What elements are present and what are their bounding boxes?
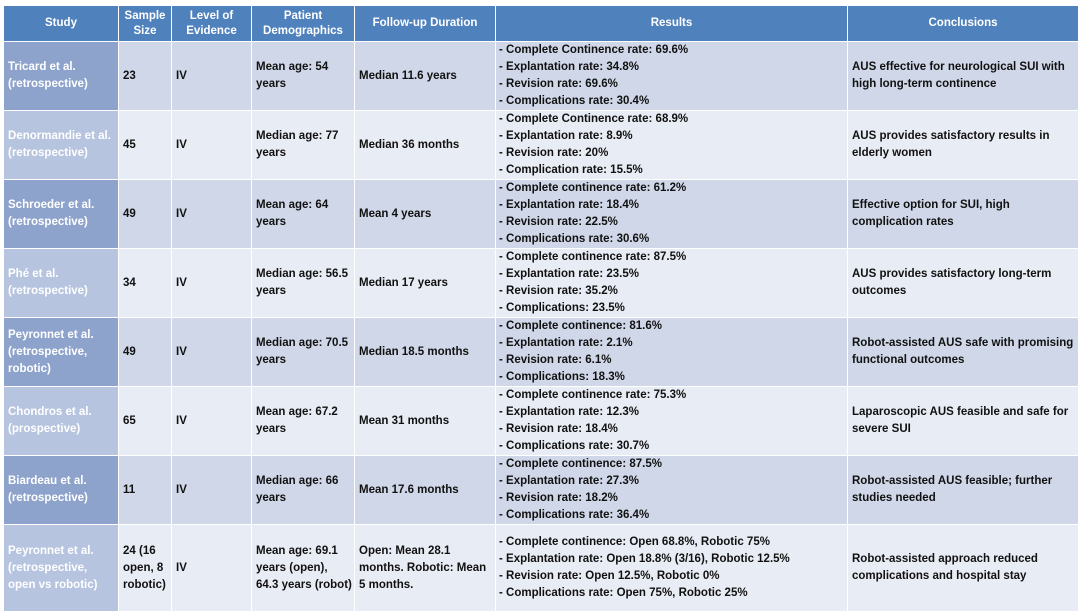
sample-size-cell: 23 — [119, 42, 172, 111]
patient-demographics-cell: Median age: 56.5 years — [252, 249, 355, 318]
patient-demographics-cell: Mean age: 54 years — [252, 42, 355, 111]
conclusions-cell: Effective option for SUI, high complication rates — [848, 180, 1079, 249]
sample-size-cell: 65 — [119, 387, 172, 456]
conclusions-cell: AUS provides satisfactory results in elderly women — [848, 111, 1079, 180]
header-level-of-evidence: Level of Evidence — [172, 6, 252, 42]
result-line: - Revision rate: Open 12.5%, Robotic 0% — [499, 570, 720, 582]
follow-up-duration-cell: Mean 31 months — [355, 387, 496, 456]
result-line: - Revision rate: 20% — [499, 147, 609, 159]
header-study: Study — [4, 6, 119, 42]
follow-up-duration-cell: Median 11.6 years — [355, 42, 496, 111]
conclusions-cell: AUS effective for neurological SUI with high long-term continence — [848, 42, 1079, 111]
follow-up-duration-cell: Open: Mean 28.1 months. Robotic: Mean 5 months. — [355, 525, 496, 612]
result-line: - Complications rate: 36.4% — [499, 509, 650, 521]
follow-up-duration-cell: Mean 4 years — [355, 180, 496, 249]
follow-up-duration-cell: Median 18.5 months — [355, 318, 496, 387]
patient-demographics-cell: Mean age: 67.2 years — [252, 387, 355, 456]
sample-size-cell: 49 — [119, 318, 172, 387]
table-row — [4, 111, 1079, 180]
result-line: - Complications rate: 30.4% — [499, 95, 650, 107]
result-line: - Explantation rate: 8.9% — [499, 130, 633, 142]
result-line: - Complication rate: 15.5% — [499, 164, 643, 176]
study-cell: Denormandie et al. (retrospective) — [4, 111, 119, 180]
result-line: - Complete continence rate: 87.5% — [499, 251, 687, 263]
table-row — [4, 42, 1079, 111]
result-line: - Revision rate: 69.6% — [499, 78, 618, 90]
header-results: Results — [496, 6, 848, 42]
result-line: - Complete continence rate: 61.2% — [499, 182, 687, 194]
table-row — [4, 387, 1079, 456]
result-line: - Complications rate: 30.6% — [499, 233, 650, 245]
table-row — [4, 525, 1079, 612]
header-sample-size: Sample Size — [119, 6, 172, 42]
sample-size-cell: 49 — [119, 180, 172, 249]
header-row — [4, 6, 1079, 42]
result-line: - Complications: 23.5% — [499, 302, 625, 314]
study-cell: Tricard et al. (retrospective) — [4, 42, 119, 111]
table-row — [4, 249, 1079, 318]
patient-demographics-cell: Median age: 70.5 years — [252, 318, 355, 387]
patient-demographics-cell: Mean age: 69.1 years (open), 64.3 years (robot) — [252, 525, 355, 612]
results-cell — [496, 456, 848, 525]
table-row — [4, 318, 1079, 387]
study-cell: Peyronnet et al. (retrospective, open vs robotic) — [4, 525, 119, 612]
header-conclusions: Conclusions — [848, 6, 1079, 42]
level-of-evidence-cell: IV — [172, 42, 252, 111]
sample-size-cell: 11 — [119, 456, 172, 525]
sample-size-cell: 45 — [119, 111, 172, 180]
level-of-evidence-cell: IV — [172, 249, 252, 318]
level-of-evidence-cell: IV — [172, 318, 252, 387]
level-of-evidence-cell: IV — [172, 456, 252, 525]
results-cell — [496, 42, 848, 111]
study-cell: Chondros et al. (prospective) — [4, 387, 119, 456]
conclusions-cell: Robot-assisted AUS safe with promising functional outcomes — [848, 318, 1079, 387]
result-line: - Revision rate: 22.5% — [499, 216, 618, 228]
study-cell: Biardeau et al. (retrospective) — [4, 456, 119, 525]
follow-up-duration-cell: Median 17 years — [355, 249, 496, 318]
result-line: - Explantation rate: 18.4% — [499, 199, 639, 211]
results-cell — [496, 180, 848, 249]
result-line: - Complete continence: 81.6% — [499, 320, 662, 332]
follow-up-duration-cell: Mean 17.6 months — [355, 456, 496, 525]
patient-demographics-cell: Median age: 77 years — [252, 111, 355, 180]
follow-up-duration-cell: Median 36 months — [355, 111, 496, 180]
level-of-evidence-cell: IV — [172, 525, 252, 612]
result-line: - Revision rate: 6.1% — [499, 354, 612, 366]
sample-size-cell: 24 (16 open, 8 robotic) — [119, 525, 172, 612]
results-cell — [496, 318, 848, 387]
result-line: - Revision rate: 18.4% — [499, 423, 618, 435]
result-line: - Explantation rate: 34.8% — [499, 61, 639, 73]
study-cell: Peyronnet et al. (retrospective, robotic) — [4, 318, 119, 387]
conclusions-cell: Robot-assisted approach reduced complications and hospital stay — [848, 525, 1079, 612]
result-line: - Explantation rate: 12.3% — [499, 406, 639, 418]
level-of-evidence-cell: IV — [172, 111, 252, 180]
result-line: - Complications rate: 30.7% — [499, 440, 650, 452]
results-cell — [496, 387, 848, 456]
result-line: - Complications rate: Open 75%, Robotic 25% — [499, 587, 748, 599]
sample-size-cell: 34 — [119, 249, 172, 318]
patient-demographics-cell: Mean age: 64 years — [252, 180, 355, 249]
result-line: - Complete continence rate: 75.3% — [499, 389, 687, 401]
result-line: - Complete continence: 87.5% — [499, 458, 662, 470]
header-follow-up-duration: Follow-up Duration — [355, 6, 496, 42]
result-line: - Complete Continence rate: 68.9% — [499, 113, 689, 125]
result-line: - Complications: 18.3% — [499, 371, 625, 383]
conclusions-cell: Laparoscopic AUS feasible and safe for severe SUI — [848, 387, 1079, 456]
result-line: - Complete continence: Open 68.8%, Robotic 75% — [499, 536, 770, 548]
conclusions-cell: AUS provides satisfactory long-term outcomes — [848, 249, 1079, 318]
result-line: - Explantation rate: 27.3% — [499, 475, 639, 487]
conclusions-cell: Robot-assisted AUS feasible; further studies needed — [848, 456, 1079, 525]
results-cell — [496, 111, 848, 180]
result-line: - Complete Continence rate: 69.6% — [499, 44, 689, 56]
patient-demographics-cell: Median age: 66 years — [252, 456, 355, 525]
table-row — [4, 456, 1079, 525]
result-line: - Revision rate: 35.2% — [499, 285, 618, 297]
result-line: - Revision rate: 18.2% — [499, 492, 618, 504]
studies-table — [3, 5, 1079, 612]
header-patient-demographics: Patient Demographics — [252, 6, 355, 42]
table-row — [4, 180, 1079, 249]
result-line: - Explantation rate: Open 18.8% (3/16), Robotic 12.5% — [499, 553, 790, 565]
study-cell: Phé et al. (retrospective) — [4, 249, 119, 318]
result-line: - Explantation rate: 23.5% — [499, 268, 639, 280]
results-cell — [496, 249, 848, 318]
level-of-evidence-cell: IV — [172, 387, 252, 456]
study-cell: Schroeder et al. (retrospective) — [4, 180, 119, 249]
results-cell — [496, 525, 848, 612]
result-line: - Explantation rate: 2.1% — [499, 337, 633, 349]
level-of-evidence-cell: IV — [172, 180, 252, 249]
